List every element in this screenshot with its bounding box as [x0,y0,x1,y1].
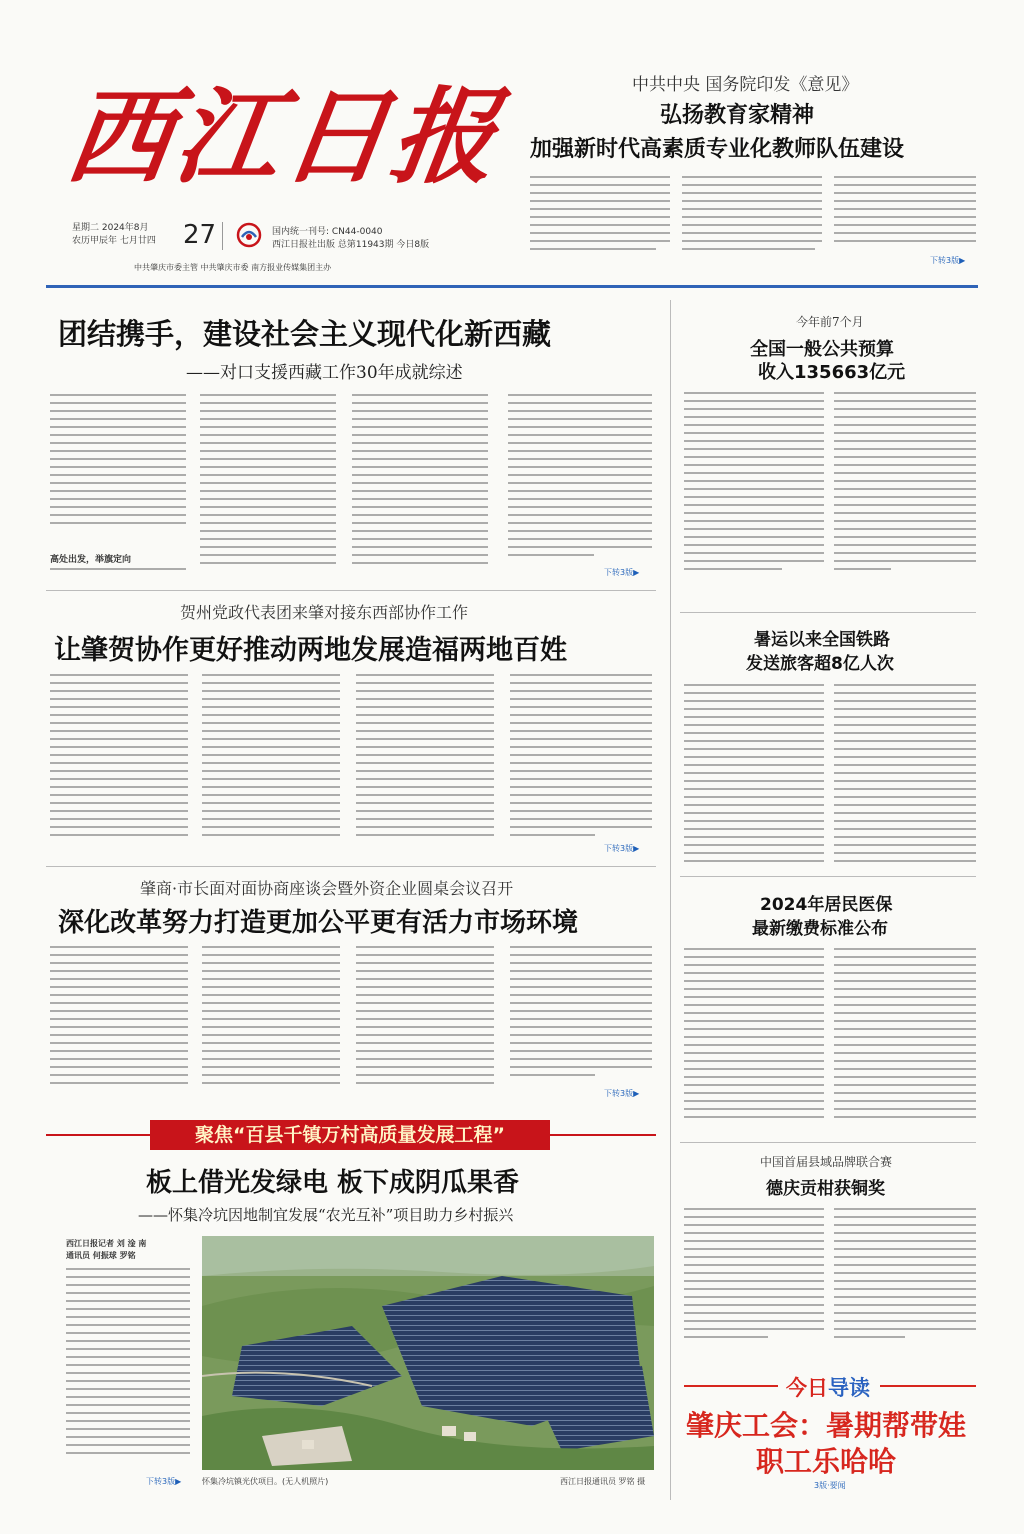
hezhou-column-1 [50,674,188,842]
guide-headline-1[interactable]: 肇庆工会：暑期帮带娃 [686,1409,967,1442]
guide-rule-right [880,1385,976,1387]
masthead-rule [46,285,978,288]
solar-subhead: ——怀集冷坑因地制宜发展“农光互补”项目助力乡村振兴 [138,1206,514,1224]
rule-after-medical [680,1142,976,1143]
reform-kicker: 肇商·市长面对面协商座谈会暨外资企业圆桌会议召开 [140,879,514,898]
reform-column-1 [50,946,188,1090]
guide-headline-2[interactable]: 职工乐哈哈 [756,1445,897,1478]
hezhou-column-3 [356,674,494,842]
solar-text-column [66,1268,190,1460]
date-day: 27 [183,220,217,250]
issue-line-1: 国内统一刊号: CN44-0040 [272,227,383,237]
issue-line-2: 西江日报社出版 总第11943期 今日8版 [272,240,430,250]
rail-headline-2: 发送旅客超8亿人次 [746,654,894,674]
masthead-divider [222,222,223,250]
solar-photo-credit: 西江日报通讯员 罗铭 摄 [560,1477,646,1486]
feature-banner: 聚焦“百县千镇万村高质量发展工程” [150,1120,550,1150]
guide-label-a: 今日 [786,1376,828,1400]
budget-column-2 [834,392,976,576]
tibet-continue[interactable]: 下转3版▶ [604,568,640,577]
budget-headline-1: 全国一般公共预算 [750,339,894,360]
guide-page-ref[interactable]: 3版·要闻 [814,1481,846,1490]
rail-column-2 [834,684,976,868]
solar-farm-photo [202,1236,654,1470]
solar-headline: 板上借光发绿电 板下成阴瓜果香 [146,1168,520,1198]
guide-rule-left [684,1385,778,1387]
rail-headline-1: 暑运以来全国铁路 [754,630,890,650]
tibet-section-title: 高处出发，举旗定向 [50,555,132,565]
solar-photo-caption: 怀集冷坑镇光伏项目。(无人机照片) [202,1477,329,1486]
tibet-column-3 [352,394,488,570]
masthead-logo [59,62,509,212]
budget-headline-2: 收入135663亿元 [758,362,906,383]
solar-byline-1: 西江日报记者 刘 淦 南 [66,1239,147,1248]
guide-label [786,1372,870,1402]
reform-column-3 [356,946,494,1090]
tibet-column-1 [50,394,186,530]
top-story-continue[interactable]: 下转3版▶ [930,256,966,265]
date-line-1: 星期二 2024年8月 [72,223,149,233]
hezhou-headline: 让肇贺协作更好推动两地发展造福两地百姓 [54,635,567,666]
tibet-column-2 [200,394,336,570]
sponsor-line: 中共肇庆市委主管 中共肇庆市委 南方报业传媒集团主办 [134,263,332,272]
top-story-column-3 [834,176,976,248]
citrus-column-1 [684,1208,824,1344]
hezhou-kicker: 贺州党政代表团来肇对接东西部协作工作 [180,603,469,622]
date-block [72,222,156,248]
column-divider [670,300,671,1500]
top-story-column-2 [682,176,822,256]
reform-column-2 [202,946,340,1090]
reform-headline: 深化改革努力打造更加公平更有活力市场环境 [58,908,579,938]
paper-emblem-icon [236,222,262,248]
medical-headline-1: 2024年居民医保 [760,895,893,915]
top-story-headline-1: 弘扬教育家精神 [660,103,815,128]
solar-continue[interactable]: 下转3版▶ [146,1477,182,1486]
budget-column-1 [684,392,824,576]
tibet-subhead: ——对口支援西藏工作30年成就综述 [186,363,463,383]
top-story-column-1 [530,176,670,256]
medical-headline-2: 最新缴费标准公布 [752,919,888,939]
hezhou-column-2 [202,674,340,842]
top-story-kicker: 中共中央 国务院印发《意见》 [632,75,859,95]
hezhou-continue[interactable]: 下转3版▶ [604,844,640,853]
citrus-headline: 德庆贡柑获铜奖 [766,1179,885,1199]
budget-kicker: 今年前7个月 [796,315,864,329]
tibet-headline: 团结携手，建设社会主义现代化新西藏 [58,317,552,351]
date-line-2: 农历甲辰年 七月廿四 [72,236,156,246]
medical-column-1 [684,948,824,1124]
guide-label-b: 导读 [828,1376,870,1400]
medical-column-2 [834,948,976,1124]
reform-column-4 [510,946,652,1082]
tibet-column-1b [50,568,186,576]
rule-after-tibet [46,590,656,591]
top-story-headline-2: 加强新时代高素质专业化教师队伍建设 [530,137,905,162]
citrus-column-2 [834,1208,976,1344]
rule-after-rail [680,876,976,877]
masthead-title: 西江日报 [59,75,509,198]
solar-byline-2: 通讯员 何振球 罗铭 [66,1251,136,1260]
rule-after-budget [680,612,976,613]
rule-after-hezhou [46,866,656,867]
reform-continue[interactable]: 下转3版▶ [604,1089,640,1098]
hezhou-column-4 [510,674,652,842]
citrus-kicker: 中国首届县域品牌联合赛 [760,1155,893,1169]
issue-block [272,226,429,252]
rail-column-1 [684,684,824,868]
tibet-column-4 [508,394,652,562]
